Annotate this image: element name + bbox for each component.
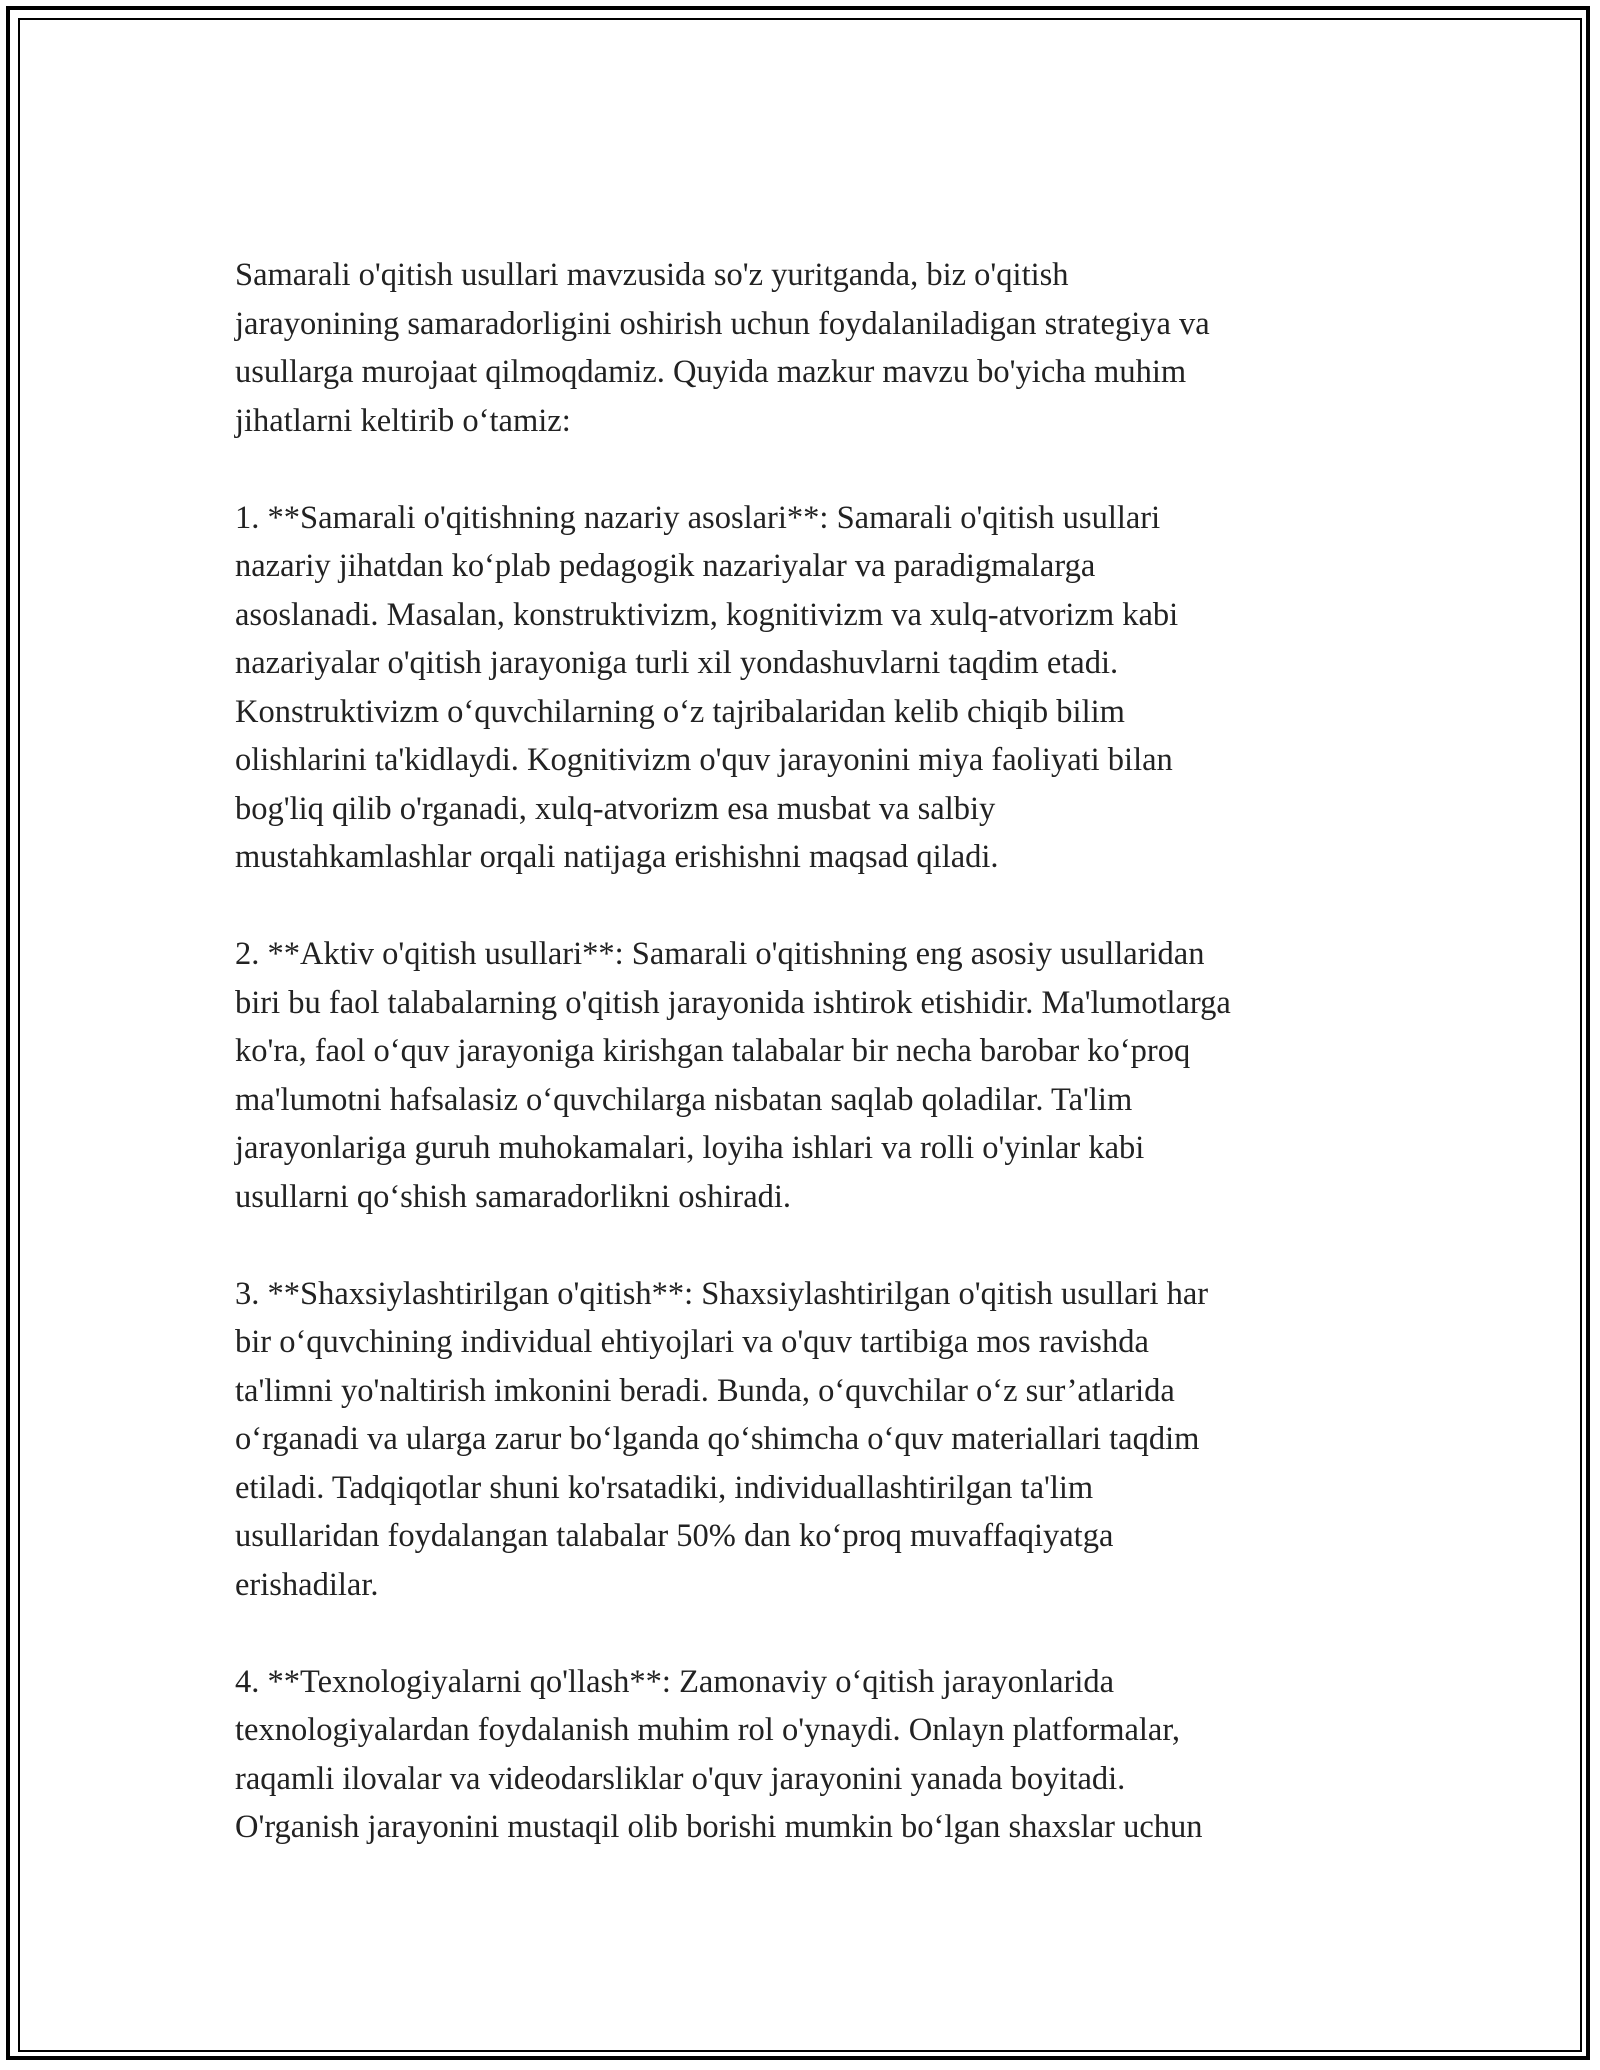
text-line: olishlarini ta'kidlaydi. Kognitivizm o'quv jarayonini miya faoliyati bilan	[235, 742, 1173, 778]
text-line: O'rganish jarayonini mustaqil olib borishi mumkin bo‘lgan shaxslar uchun	[235, 1809, 1203, 1845]
paragraph-item-1	[235, 494, 1375, 882]
paragraph-item-2	[235, 930, 1375, 1221]
text-line: 3. **Shaxsiylashtirilgan o'qitish**: Shaxsiylashtirilgan o'qitish usullari har	[235, 1275, 1209, 1312]
text-line: texnologiyalardan foydalanish muhim rol o'ynaydi. Onlayn platformalar,	[235, 1712, 1181, 1748]
text-line: Samarali o'qitish usullari mavzusida so'z yuritganda, biz o'qitish	[235, 257, 1069, 293]
text-line: o‘rganadi va ularga zarur bo‘lganda qo‘shimcha o‘quv materiallari taqdim	[235, 1421, 1200, 1457]
paragraph-intro	[235, 251, 1375, 445]
paragraph-spacer	[235, 882, 1375, 931]
text-line: 2. **Aktiv o'qitish usullari**: Samarali o'qitishning eng asosiy usullaridan	[235, 936, 1205, 972]
text-line: asoslanadi. Masalan, konstruktivizm, kognitivizm va xulq-atvorizm kabi	[235, 596, 1179, 633]
text-line: biri bu faol talabalarning o'qitish jarayonida ishtirok etishidir. Ma'lumotlarga	[235, 984, 1231, 1021]
text-line: usullarni qo‘shish samaradorlikni oshiradi.	[235, 1178, 792, 1215]
text-line: 1. **Samarali o'qitishning nazariy asoslari**: Samarali o'qitish usullari	[235, 499, 1161, 536]
text-line: erishadilar.	[235, 1566, 379, 1603]
document-body	[235, 251, 1375, 1852]
text-line: jarayonining samaradorligini oshirish uchun foydalaniladigan strategiya va	[235, 305, 1210, 342]
text-line: 4. **Texnologiyalarni qo'llash**: Zamonaviy o‘qitish jarayonlarida	[235, 1663, 1115, 1700]
text-line: nazariy jihatdan ko‘plab pedagogik nazariyalar va paradigmalarga	[235, 548, 1096, 584]
text-line: bog'liq qilib o'rganadi, xulq-atvorizm esa musbat va salbiy	[235, 790, 996, 827]
text-line: mustahkamlashlar orqali natijaga erishishni maqsad qiladi.	[235, 839, 999, 875]
text-line: jarayonlariga guruh muhokamalari, loyiha ishlari va rolli o'yinlar kabi	[235, 1130, 1145, 1166]
text-line: ta'limni yo'naltirish imkonini beradi. Bunda, o‘quvchilar o‘z sur’atlarida	[235, 1372, 1175, 1409]
paragraph-spacer	[235, 1221, 1375, 1270]
paragraph-spacer	[235, 445, 1375, 494]
text-line: Konstruktivizm o‘quvchilarning o‘z tajribalaridan kelib chiqib bilim	[235, 693, 1125, 730]
text-line: etiladi. Tadqiqotlar shuni ko'rsatadiki, individuallashtirilgan ta'lim	[235, 1469, 1094, 1506]
text-line: bir o‘quvchining individual ehtiyojlari va o'quv tartibiga mos ravishda	[235, 1324, 1149, 1360]
text-line: ko'ra, faol o‘quv jarayoniga kirishgan talabalar bir necha barobar ko‘proq	[235, 1033, 1191, 1069]
paragraph-item-3	[235, 1270, 1375, 1610]
paragraph-spacer	[235, 1609, 1375, 1658]
text-line: raqamli ilovalar va videodarsliklar o'quv jarayonini yanada boyitadi.	[235, 1760, 1126, 1797]
paragraph-item-4	[235, 1658, 1375, 1852]
text-line: ma'lumotni hafsalasiz o‘quvchilarga nisbatan saqlab qoladilar. Ta'lim	[235, 1081, 1133, 1118]
text-line: usullarga murojaat qilmoqdamiz. Quyida mazkur mavzu bo'yicha muhim	[235, 354, 1187, 390]
text-line: nazariyalar o'qitish jarayoniga turli xil yondashuvlarni taqdim etadi.	[235, 645, 1119, 681]
text-line: jihatlarni keltirib o‘tamiz:	[235, 402, 571, 439]
text-line: usullaridan foydalangan talabalar 50% dan ko‘proq muvaffaqiyatga	[235, 1518, 1114, 1554]
